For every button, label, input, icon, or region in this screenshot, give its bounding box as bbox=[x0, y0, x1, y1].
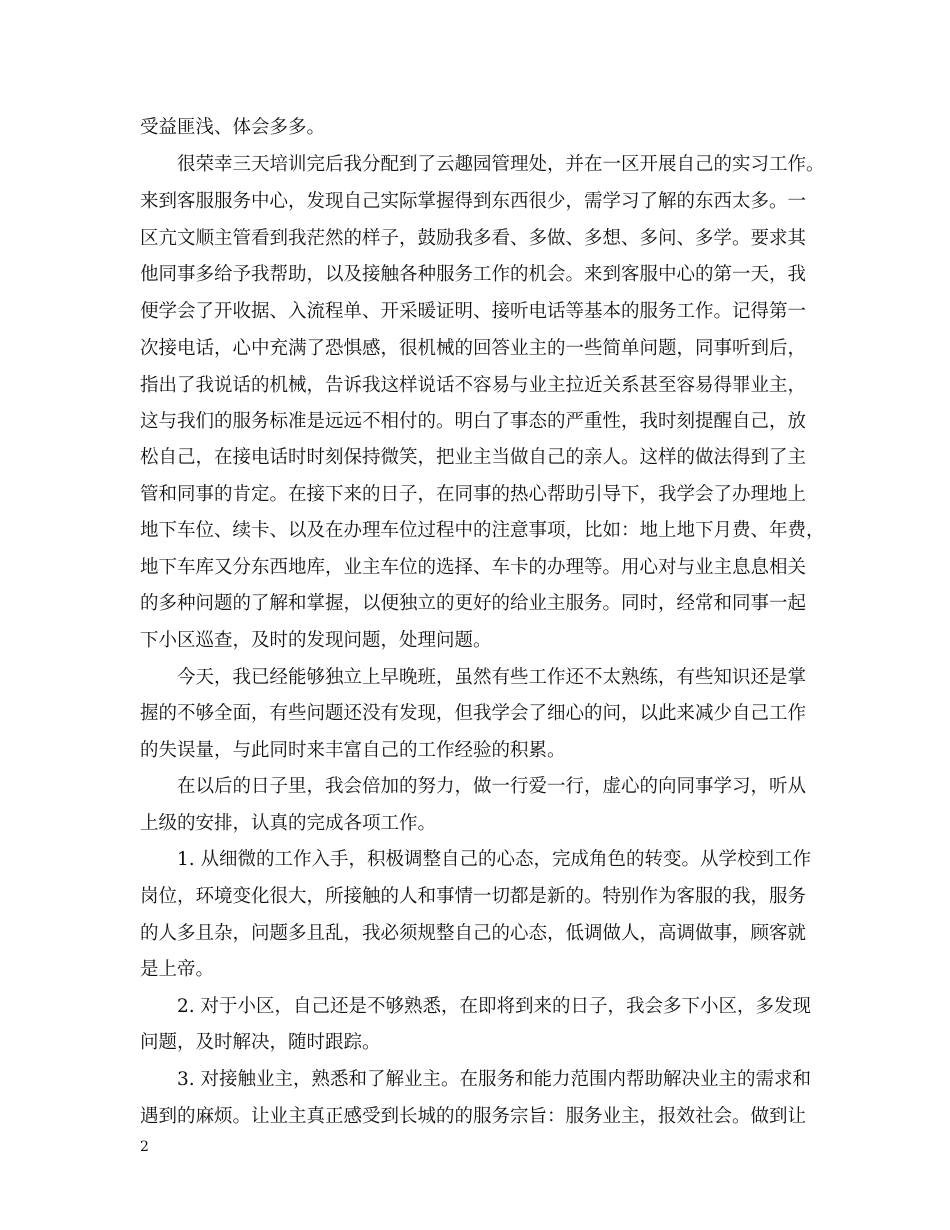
text-line: 3. 对接触业主，熟悉和了解业主。在服务和能力范围内帮助解决业主的需求和 bbox=[140, 1069, 812, 1090]
text-line: 这与我们的服务标准是远远不相付的。明白了事态的严重性，我时刻提醒自己，放 bbox=[140, 411, 807, 432]
text-line: 受益匪浅、体会多多。 bbox=[140, 117, 326, 138]
page-number: 2 bbox=[140, 1139, 149, 1155]
text-line: 便学会了开收据、入流程单、开采暖证明、接听电话等基本的服务工作。记得第一 bbox=[140, 301, 807, 322]
text-line: 问题，及时解决，随时跟踪。 bbox=[140, 1032, 381, 1053]
text-line: 松自己，在接电话时时刻保持微笑，把业主当做自己的亲人。这样的做法得到了主 bbox=[140, 447, 807, 468]
text-line: 是上帝。 bbox=[140, 959, 215, 980]
text-line: 区亢文顺主管看到我茫然的样子，鼓励我多看、多做、多想、多问、多学。要求其 bbox=[140, 228, 807, 249]
text-line: 遇到的麻烦。让业主真正感受到长城的的服务宗旨：服务业主，报效社会。做到让 bbox=[140, 1106, 807, 1127]
text-line: 次接电话，心中充满了恐惧感，很机械的回答业主的一些简单问题，同事听到后， bbox=[140, 338, 807, 359]
text-line: 岗位，环境变化很大，所接触的人和事情一切都是新的。特别作为客服的我，服务 bbox=[140, 886, 807, 907]
text-line: 2. 对于小区，自己还是不够熟悉，在即将到来的日子，我会多下小区，多发现 bbox=[140, 996, 812, 1017]
text-line: 下小区巡查，及时的发现问题，处理问题。 bbox=[140, 630, 492, 651]
text-line: 很荣幸三天培训完后我分配到了云趣园管理处，并在一区开展自己的实习工作。 bbox=[140, 154, 825, 175]
text-line: 在以后的日子里，我会倍加的努力，做一行爱一行，虚心的向同事学习，听从 bbox=[140, 776, 807, 797]
text-line: 管和同事的肯定。在接下来的日子，在同事的热心帮助引导下，我学会了办理地上 bbox=[140, 484, 807, 505]
text-line: 的人多且杂，问题多且乱，我必须规整自己的心态，低调做人，高调做事，顾客就 bbox=[140, 923, 807, 944]
text-line: 地下车位、续卡、以及在办理车位过程中的注意事项，比如：地上地下月费、年费， bbox=[140, 520, 825, 541]
text-line: 1. 从细微的工作入手，积极调整自己的心态，完成角色的转变。从学校到工作 bbox=[140, 849, 812, 870]
text-line: 今天，我已经能够独立上早晚班，虽然有些工作还不太熟练，有些知识还是掌 bbox=[140, 667, 807, 688]
text-line: 上级的安排，认真的完成各项工作。 bbox=[140, 813, 437, 834]
text-line: 的多种问题的了解和掌握，以便独立的更好的给业主服务。同时，经常和同事一起 bbox=[140, 593, 807, 614]
text-line: 他同事多给予我帮助，以及接触各种服务工作的机会。来到客服中心的第一天，我 bbox=[140, 264, 807, 285]
text-line: 地下车库又分东西地库，业主车位的选择、车卡的办理等。用心对与业主息息相关 bbox=[140, 557, 807, 578]
text-line: 握的不够全面，有些问题还没有发现，但我学会了细心的问，以此来减少自己工作 bbox=[140, 703, 807, 724]
text-line: 来到客服服务中心，发现自己实际掌握得到东西很少，需学习了解的东西太多。一 bbox=[140, 191, 807, 212]
text-line: 的失误量，与此同时来丰富自己的工作经验的积累。 bbox=[140, 740, 566, 761]
text-line: 指出了我说话的机械，告诉我这样说话不容易与业主拉近关系甚至容易得罪业主， bbox=[140, 375, 807, 396]
